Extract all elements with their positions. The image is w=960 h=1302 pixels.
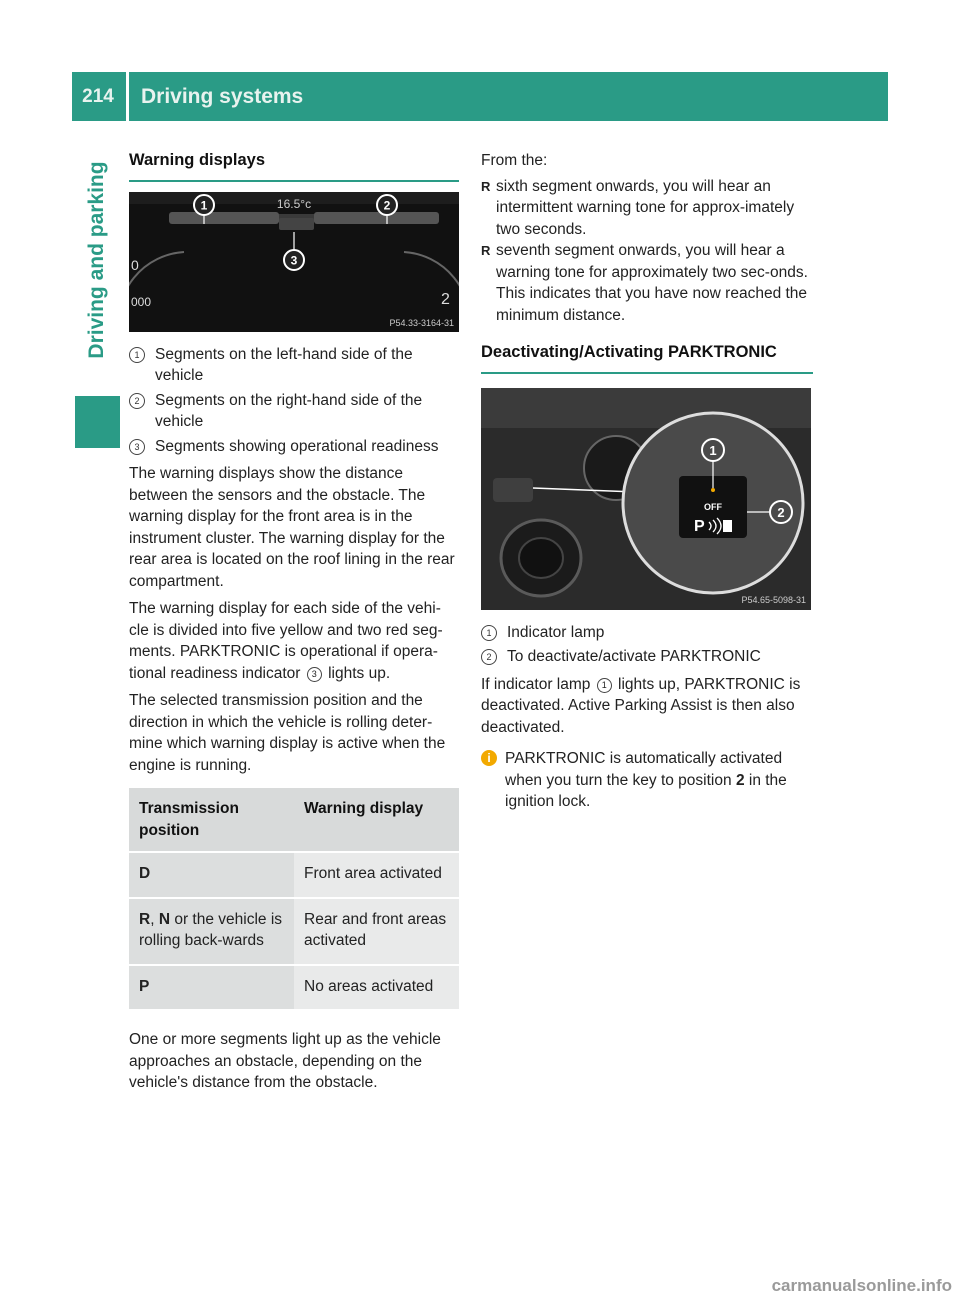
svg-text:2: 2 — [383, 198, 391, 212]
right-column — [481, 150, 813, 813]
figure-reference: P54.33-3164-31 — [389, 317, 454, 328]
table-header: Transmission position — [129, 788, 294, 853]
paragraph: One or more segments light up as the vehicle approaches an obstacle, depending on the vehicle's distance from the obstacle. — [129, 1031, 441, 1091]
paragraph: If indicator lamp 1 lights up, PARKTRONIC is deactivated. Active Parking Assist is then also deactivated. — [481, 675, 801, 736]
svg-text:OFF: OFF — [704, 501, 722, 512]
callout-3 — [284, 250, 304, 270]
callout-1 — [702, 439, 724, 461]
paragraph: The selected transmission position and the direction in which the vehicle is rolling deter-mine which warning display is active when the engine is running. — [129, 692, 446, 774]
svg-text:0: 0 — [131, 256, 139, 273]
chapter-label: Driving and parking — [85, 161, 108, 359]
svg-text:2: 2 — [777, 504, 785, 520]
legend-item: 1 Segments on the left-hand side of the vehicle — [129, 344, 459, 387]
table-header: Warning display — [294, 788, 459, 853]
figure-reference: P54.65-5098-31 — [741, 594, 806, 605]
chapter-marker — [75, 396, 120, 448]
paragraph: From the: — [481, 152, 548, 169]
right-segments — [314, 212, 439, 224]
left-segments — [169, 212, 279, 224]
legend-item: 2 To deactivate/activate PARKTRONIC — [481, 646, 813, 668]
left-column — [129, 150, 459, 1100]
svg-text:P: P — [694, 517, 705, 535]
svg-text:1: 1 — [709, 442, 717, 458]
table-row: D Front area activated — [129, 853, 459, 899]
transmission-table — [129, 788, 459, 1011]
paragraph: The warning display for each side of the vehi-cle is divided into five yellow and two red seg-ments. PARKTRONIC is operational if opera-tional readiness indicator 3 lights up. — [129, 600, 443, 682]
table-row: R, N or the vehicle is rolling back-wards Rear and front areas activated — [129, 899, 459, 966]
list-item: R seventh segment onwards, you will hear a warning tone for approximately two sec-onds. This indicates that you have now reached the minimum distance. — [481, 240, 813, 326]
chapter-side-tab — [75, 130, 120, 390]
watermark: carmanualsonline.info — [771, 1276, 952, 1295]
instrument-cluster-figure — [129, 192, 459, 332]
outside-temperature: 16.5°c — [276, 196, 312, 211]
dashboard-button-figure — [481, 388, 811, 610]
info-note: i PARKTRONIC is automatically activated when you turn the key to position 2 in the ignition lock. — [481, 748, 813, 813]
info-icon: i — [481, 750, 497, 766]
svg-text:2: 2 — [441, 290, 450, 308]
callout-2 — [377, 195, 397, 215]
list-item: R sixth segment onwards, you will hear an intermittent warning tone for approx-imately two seconds. — [481, 176, 813, 241]
readiness-segment — [279, 218, 314, 230]
callout-2 — [770, 501, 792, 523]
svg-text:000: 000 — [131, 294, 152, 309]
table-row: P No areas activated — [129, 966, 459, 1012]
section-heading-warning-displays: Warning displays — [129, 150, 459, 182]
page-number: 214 — [82, 86, 114, 107]
paragraph: The warning displays show the distance between the sensors and the obstacle. The warning display for the front area is in the instrument cluster. The warning display for the rear area is located on the roof lining in the rear compartment. — [129, 465, 455, 590]
svg-text:3: 3 — [290, 253, 298, 267]
header-divider — [126, 72, 129, 121]
section-heading-parktronic: Deactivating/Activating PARKTRONIC — [481, 342, 813, 374]
legend-item: 2 Segments on the right-hand side of the vehicle — [129, 390, 459, 433]
callout-1 — [194, 195, 214, 215]
switch-panel — [493, 478, 533, 502]
legend-item: 3 Segments showing operational readiness — [129, 436, 459, 458]
svg-text:1: 1 — [200, 198, 208, 212]
bullet-list — [481, 176, 813, 327]
legend-item: 1 Indicator lamp — [481, 622, 813, 644]
page-title: Driving systems — [141, 85, 304, 108]
